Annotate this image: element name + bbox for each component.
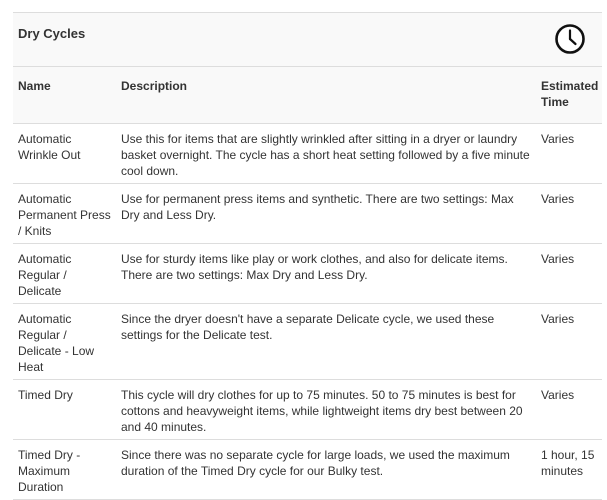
table-row: [13, 184, 602, 244]
header-estimated-time: Estimated Time: [536, 67, 602, 124]
cycle-time: Varies: [536, 184, 602, 244]
cycle-description: This cycle will dry clothes for up to 75 minutes. 50 to 75 minutes is best for cottons and heavyweight items, while lightweight items dry best between 20 and 40 minutes.: [116, 380, 536, 440]
cycle-description: Since the dryer doesn't have a separate Delicate cycle, we used these settings for the Delicate test.: [116, 304, 536, 380]
header-name: Name: [13, 67, 116, 124]
card-title: Dry Cycles: [18, 26, 86, 41]
cycle-time: Varies: [536, 124, 602, 184]
cycle-time: 1 hour, 15 minutes: [536, 440, 602, 500]
cycle-name: Timed Dry: [13, 380, 116, 440]
cycle-description: Since there was no separate cycle for large loads, we used the maximum duration of the Timed Dry cycle for our Bulky test.: [116, 440, 536, 500]
table-row: [13, 304, 602, 380]
header-description: Description: [116, 67, 536, 124]
table-header-row: [13, 67, 602, 124]
cycle-time: Varies: [536, 380, 602, 440]
table-row: [13, 380, 602, 440]
cycle-name: Automatic Regular / Delicate - Low Heat: [13, 304, 116, 380]
dry-cycles-table: [13, 67, 602, 500]
table-row: [13, 124, 602, 184]
card-header: [13, 13, 602, 67]
cycle-name: Automatic Permanent Press / Knits: [13, 184, 116, 244]
cycle-name: Timed Dry - Maximum Duration: [13, 440, 116, 500]
clock-icon: [554, 23, 586, 55]
cycle-description: Use for sturdy items like play or work clothes, and also for delicate items. There are two settings: Max Dry and Less Dry.: [116, 244, 536, 304]
cycle-name: Automatic Regular / Delicate: [13, 244, 116, 304]
cycle-time: Varies: [536, 304, 602, 380]
table-row: [13, 244, 602, 304]
cycle-name: Automatic Wrinkle Out: [13, 124, 116, 184]
cycle-time: Varies: [536, 244, 602, 304]
cycle-description: Use for permanent press items and synthetic. There are two settings: Max Dry and Less Dry.: [116, 184, 536, 244]
table-row: [13, 440, 602, 500]
dry-cycles-card: [13, 12, 602, 500]
cycle-description: Use this for items that are slightly wrinkled after sitting in a dryer or laundry basket overnight. The cycle has a short heat setting followed by a five minute cool down.: [116, 124, 536, 184]
